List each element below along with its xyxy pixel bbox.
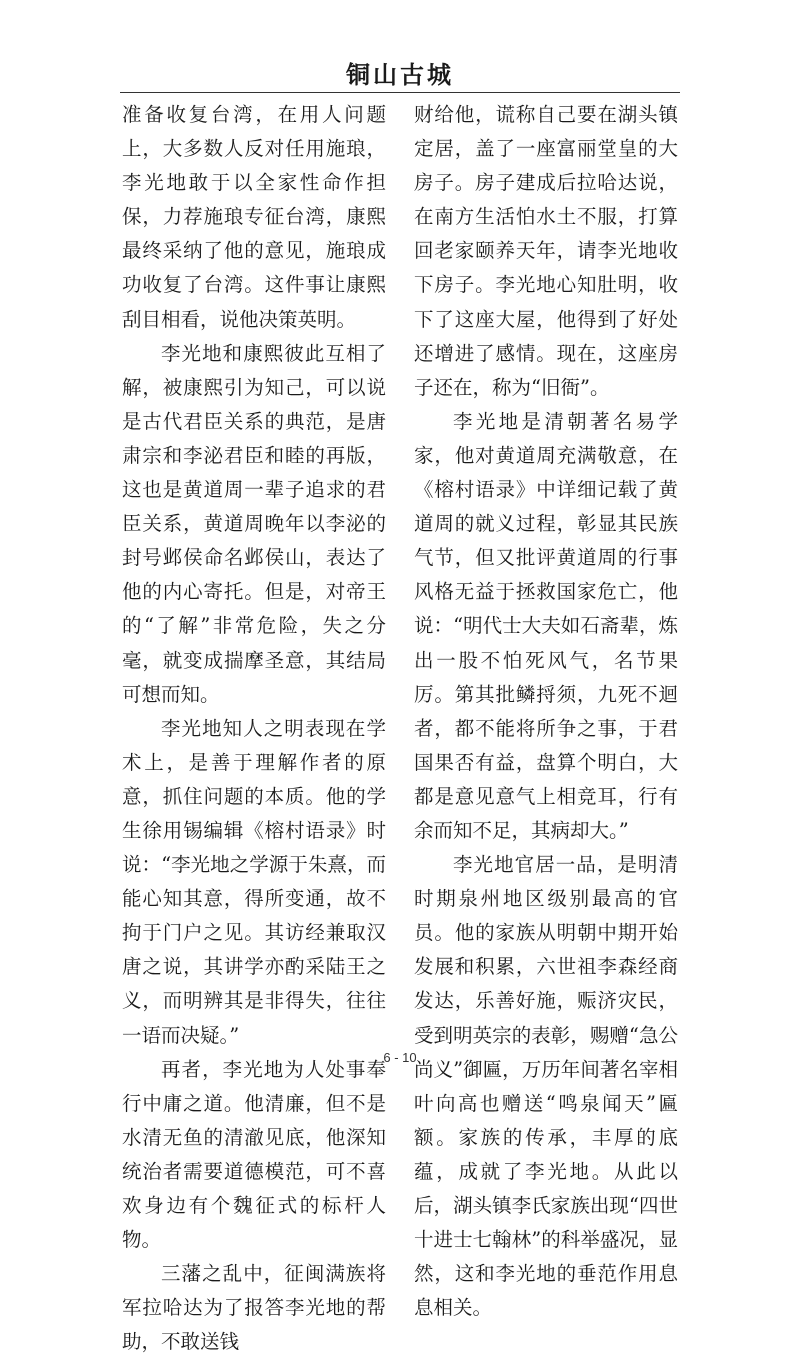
right-column [414,98,678,1325]
paragraph: 三藩之乱中，征闽满族将军拉哈达为了报答李光地的帮助，不敢送钱 [122,1262,386,1354]
paragraph: 李光地知人之明表现在学术上，是善于理解作者的原意，抓住问题的本质。他的学生徐用锡编辑《榕村语录》时说：“李光地之学源于朱熹，而能心知其意，得所变通，故不拘于门户之见。其访经兼取汉唐之说，其讲学亦酌采陆王之义，而明辨其是非得失，往往一语而决疑。” [122,716,386,1047]
paragraph: 李光地是清朝著名易学家，他对黄道周充满敬意，在《榕村语录》中详细记载了黄道周的就义过程，彰显其民族气节，但又批评黄道周的行事风格无益于拯救国家危亡，他说：“明代士大夫如石斋辈，炼出一股不怕死风气，名节果厉。第其批鳞捋须，九死不迴者，都不能将所争之事，于君国果否有益，盘算个明白，大都是意见意气上相竞耳，行有余而知不足，其病却大。” [414,409,678,842]
left-column [122,98,386,1359]
paragraph: 李光地官居一品，是明清时期泉州地区级别最高的官员。他的家族从明朝中期开始发展和积累，六世祖李森经商发达，乐善好施，赈济灾民，受到明英宗的表彰，赐赠“急公尚义”御匾，万历年间著名宰相叶向高也赠送“鸣泉闻天”匾额。家族的传承，丰厚的底蕴，成就了李光地。从此以后，湖头镇李氏家族出现“四世十进士七翰林”的科举盛况，显然，这和李光地的垂范作用息息相关。 [414,853,678,1320]
header-divider [120,92,680,93]
paragraph: 李光地和康熙彼此互相了解，被康熙引为知己，可以说是古代君臣关系的典范，是唐肃宗和李泌君臣和睦的再版，这也是黄道周一辈子追求的君臣关系，黄道周晚年以李泌的封号邺侯命名邺侯山，表达了他的内心寄托。但是，对帝王的“了解”非常危险，失之分毫，就变成揣摩圣意，其结局可想而知。 [122,341,386,706]
page-number: 6 - 10 [383,1050,417,1065]
paragraph-continuation: 准备收复台湾，在用人问题上，大多数人反对任用施琅，李光地敢于以全家性命作担保，力荐施琅专征台湾，康熙最终采纳了他的意见，施琅成功收复了台湾。这件事让康熙刮目相看，说他决策英明。 [122,103,386,331]
running-header-title: 铜山古城 [346,60,454,89]
paragraph: 再者，李光地为人处事奉行中庸之道。他清廉，但不是水清无鱼的清澈见底，他深知统治者需要道德模范，可不喜欢身边有个魏征式的标杆人物。 [122,1057,386,1252]
paragraph-continuation: 财给他，谎称自己要在湖头镇定居，盖了一座富丽堂皇的大房子。房子建成后拉哈达说，在南方生活怕水土不服，打算回老家颐养天年，请李光地收下房子。李光地心知肚明，收下了这座大屋，他得到了好处还增进了感情。现在，这座房子还在，称为“旧衙”。 [414,103,678,399]
